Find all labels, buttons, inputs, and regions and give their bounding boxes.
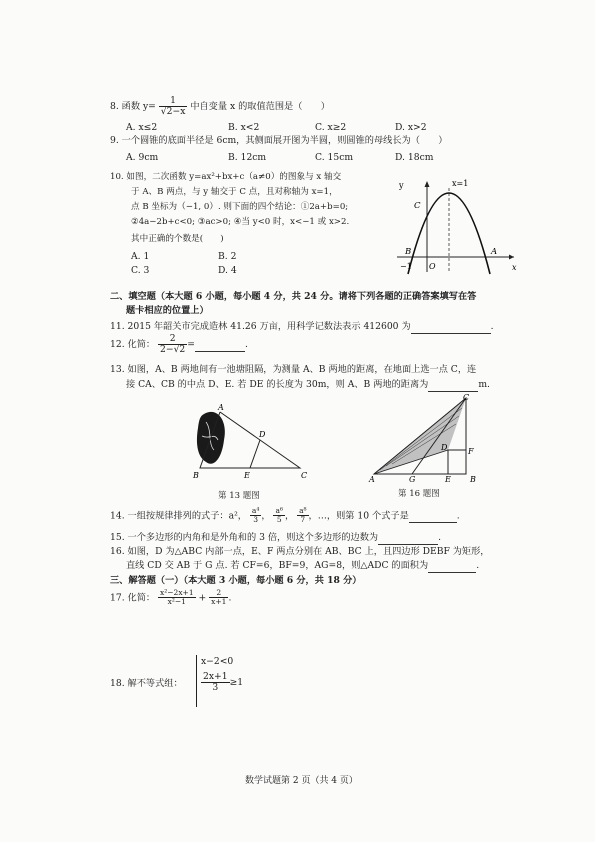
q14-term-2: $\frac{\text{a⁶}}{5}$ bbox=[275, 506, 283, 525]
q10-line-5: 其中正确的个数是( ) bbox=[131, 234, 224, 244]
q16-line-1: 16. 如图，D 为△ABC 内部一点，E、F 两点分别在 AB、BC 上，且四边形 DEBF 为矩形， bbox=[110, 546, 490, 557]
q9-option-d: D. 18cm bbox=[395, 152, 434, 163]
graph-label-y: y bbox=[399, 181, 404, 190]
graph-label-symmetry: x=1 bbox=[452, 179, 469, 188]
q10-option-b: B. 2 bbox=[218, 251, 237, 262]
q12-stem: 12. 化简： $\frac{2}{2-√2}$ = . bbox=[110, 333, 248, 356]
q15-stem: 15. 一个多边形的内角和是外角和的 3 倍，则这个多边形的边数为 . bbox=[110, 532, 442, 543]
figure-13 bbox=[188, 400, 318, 486]
page-footer: 数学试题第 2 页（共 4 页） bbox=[245, 776, 358, 786]
fig16-label-a: A bbox=[369, 475, 375, 484]
fig16-label-f: F bbox=[468, 447, 474, 456]
q18-fraction: $\frac{2x+1}{3}$ bbox=[203, 671, 228, 694]
fig16-label-d: D bbox=[441, 443, 448, 452]
q11-answer-blank[interactable] bbox=[411, 321, 491, 334]
fig13-label-e: E bbox=[244, 471, 250, 480]
graph-label-c: C bbox=[414, 201, 421, 211]
y-axis-arrow bbox=[425, 181, 430, 187]
rectangle-debf bbox=[448, 450, 466, 474]
q17-stem: 17. 化简： $\frac{\text{x²−2x+1}}{\text{x²−1}}$ + $\frac{2}{x+1}$ . bbox=[110, 588, 232, 607]
fig16-label-b: B bbox=[470, 475, 476, 484]
section-2-heading-cont: 题卡相应的位置上） bbox=[126, 305, 209, 316]
q10-option-c: C. 3 bbox=[131, 265, 150, 276]
q14-term-1: $\frac{\text{a⁴}}{3}$ bbox=[251, 506, 260, 525]
q18-inequality-2: $\frac{2x+1}{3}$ ≥1 bbox=[203, 671, 244, 694]
q9-stem: 9. 一个圆锥的底面半径是 6cm，其侧面展开图为半圆，则圆锥的母线长为（ ） bbox=[110, 135, 448, 146]
q12-fraction: $\frac{2}{2-√2}$ bbox=[160, 333, 186, 356]
q10-parabola-graph bbox=[392, 172, 522, 278]
q10-line-4: ②4a−2b+c<0; ③ac>0; ④当 y<0 时，x<−1 或 x>2. bbox=[131, 217, 350, 227]
graph-label-b: B bbox=[405, 247, 412, 257]
q13-line-2: 接 CA、CB 的中点 D、E. 若 DE 的长度为 30m，则 A、B 两地的距离为 m. bbox=[126, 379, 490, 390]
graph-label-x: x bbox=[512, 263, 517, 272]
q10-option-d: D. 4 bbox=[218, 265, 237, 276]
q14-term-3: $\frac{\text{a⁸}}{7}$ bbox=[299, 506, 307, 525]
q17-fraction-1: $\frac{\text{x²−2x+1}}{\text{x²−1}}$ bbox=[160, 588, 194, 607]
q18-inequality-1: x−2<0 bbox=[201, 656, 234, 667]
q10-option-a: A. 1 bbox=[131, 251, 150, 262]
q18-brace bbox=[196, 655, 199, 707]
q18-prefix: 18. 解不等式组： bbox=[110, 678, 183, 689]
q9-option-c: C. 15cm bbox=[315, 152, 354, 163]
q8-stem: 8. 函数 y= $\frac{1}{√2-x}$ 中自变量 x 的取值范围是（ ） bbox=[110, 95, 330, 118]
q8-option-c: C. x≥2 bbox=[315, 122, 347, 133]
fig16-label-e: E bbox=[445, 475, 451, 484]
q9-option-a: A. 9cm bbox=[126, 152, 159, 163]
q12-answer-blank[interactable] bbox=[195, 339, 245, 352]
q10-line-1: 10. 如图，二次函数 y=ax²+bx+c（a≠0）的图象与 x 轴交 bbox=[110, 172, 342, 182]
graph-label-a: A bbox=[491, 247, 498, 257]
q13-answer-blank[interactable] bbox=[428, 379, 478, 392]
midline-de bbox=[250, 440, 260, 468]
fig16-label-c: C bbox=[463, 393, 470, 402]
q8-option-d: D. x>2 bbox=[395, 122, 427, 133]
q11-stem: 11. 2015 年韶关市完成造林 41.26 万亩，用科学记数法表示 412600 为 . bbox=[110, 321, 494, 332]
fig13-label-a: A bbox=[218, 403, 224, 412]
figure-16 bbox=[370, 392, 480, 484]
section-3-heading: 三、解答题（一）（本大题 3 小题，每小题 6 分，共 18 分） bbox=[110, 575, 362, 586]
q13-line-1: 13. 如图，A、B 两地间有一池塘阻隔，为测量 A、B 两地的距离，在地面上选一点 C，连 bbox=[110, 364, 477, 375]
q14-answer-blank[interactable] bbox=[409, 510, 457, 523]
q8-option-b: B. x<2 bbox=[228, 122, 260, 133]
q15-answer-blank[interactable] bbox=[378, 532, 438, 545]
section-2-heading: 二、填空题（本大题 6 小题，每小题 4 分，共 24 分。请将下列各题的正确答案填写在答 bbox=[110, 291, 477, 302]
fig13-label-d: D bbox=[259, 430, 266, 439]
fig13-caption: 第 13 题图 bbox=[218, 491, 260, 501]
x-axis-arrow bbox=[509, 255, 514, 260]
q8-fraction: $\frac{1}{√2-x}$ bbox=[160, 95, 186, 118]
q16-answer-blank[interactable] bbox=[428, 560, 476, 573]
q14-stem: 14. 一组按规律排列的式子：a²， $\frac{\text{a⁴}}{3}$ ， $\frac{\text{a⁶}}{5}$ ， $\frac{\text{a⁸}}{7}$ ，…，则第 10 个式子是 . bbox=[110, 506, 460, 525]
fig16-caption: 第 16 题图 bbox=[398, 489, 440, 499]
q9-option-b: B. 12cm bbox=[228, 152, 267, 163]
q10-line-3: 点 B 坐标为（−1, 0）. 则下面的四个结论：①2a+b=0; bbox=[131, 202, 349, 212]
graph-label-neg1: −1 bbox=[400, 262, 412, 271]
q8-option-a: A. x≤2 bbox=[126, 122, 158, 133]
q17-fraction-2: $\frac{2}{x+1}$ bbox=[211, 588, 227, 607]
q10-line-2: 于 A、B 两点，与 y 轴交于 C 点，且对称轴为 x=1， bbox=[131, 187, 338, 197]
q16-line-2: 直线 CD 交 AB 于 G 点. 若 CF=6，BF=9，AG=8，则△ADC 的面积为 . bbox=[126, 560, 480, 571]
fig13-label-c: C bbox=[301, 471, 308, 480]
fig16-label-g: G bbox=[409, 475, 416, 484]
fig13-label-b: B bbox=[193, 471, 199, 480]
graph-label-origin: O bbox=[429, 262, 436, 271]
